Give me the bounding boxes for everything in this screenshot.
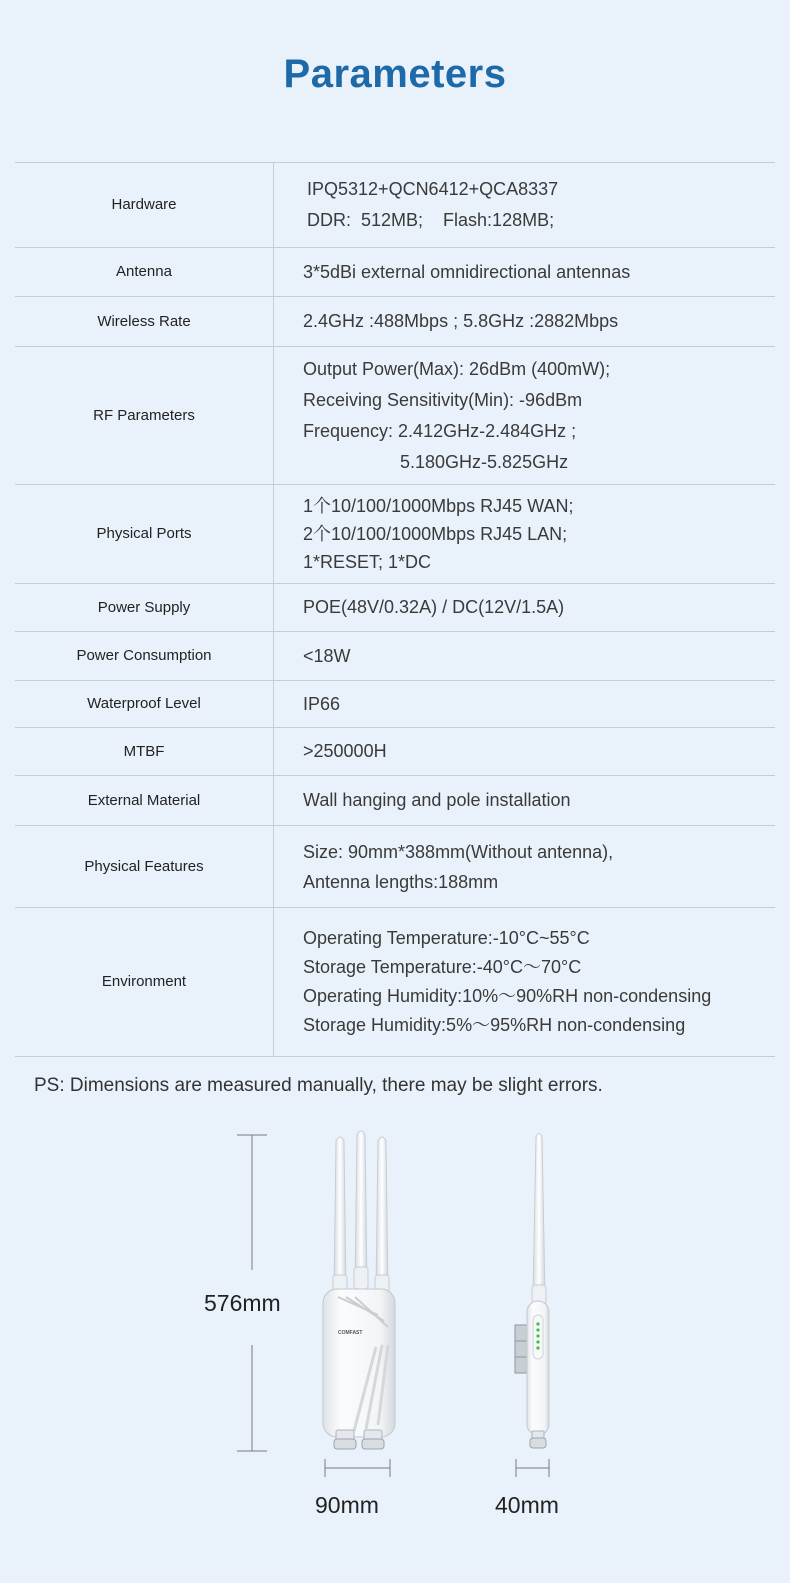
table-row (15, 681, 775, 728)
row-value (274, 485, 776, 584)
value-line: Size: 90mm*388mm(Without antenna), (303, 841, 614, 862)
height-label: 576mm (204, 1290, 281, 1316)
measurement-note: PS: Dimensions are measured manually, there may be slight errors. (34, 1075, 603, 1096)
value-line: 3*5dBi external omnidirectional antennas (303, 261, 631, 282)
value-line: >250000H (303, 741, 387, 761)
row-value (274, 297, 776, 347)
value-line: Storage Temperature:-40°C～70°C (303, 957, 582, 977)
value-line: 5.180GHz-5.825GHz (400, 451, 569, 472)
table-row (15, 485, 775, 584)
value-line: 1*RESET; 1*DC (303, 552, 432, 572)
value-line: Antenna lengths:188mm (303, 871, 499, 892)
row-label: RF Parameters (15, 347, 274, 485)
row-label: Power Consumption (15, 632, 274, 681)
table-row (15, 347, 775, 485)
front-width-label: 90mm (315, 1492, 379, 1518)
row-label: Hardware (15, 163, 274, 248)
front-antennas (333, 1131, 389, 1297)
row-value (274, 826, 776, 908)
value-line: IP66 (303, 693, 341, 714)
parameters-table (15, 162, 775, 1057)
side-width-dimension (516, 1459, 549, 1477)
value-line: DDR: 512MB; Flash:128MB; (307, 210, 555, 230)
row-value (274, 248, 776, 297)
row-value (274, 163, 776, 248)
row-value (274, 681, 776, 728)
product-illustration (0, 1125, 790, 1565)
table-row (15, 908, 775, 1057)
row-value (274, 776, 776, 826)
row-label: Waterproof Level (15, 681, 274, 728)
row-value (274, 908, 776, 1057)
value-line: Frequency: 2.412GHz-2.484GHz ; (303, 420, 577, 441)
value-line: Receiving Sensitivity(Min): -96dBm (303, 389, 583, 410)
row-value (274, 347, 776, 485)
table-row (15, 728, 775, 776)
row-label: MTBF (15, 728, 274, 776)
row-label: External Material (15, 776, 274, 826)
brand-logo: COMFAST (338, 1330, 363, 1336)
value-line: Wall hanging and pole installation (303, 790, 571, 810)
row-label: Physical Ports (15, 485, 274, 584)
value-line: Operating Temperature:-10°C~55°C (303, 928, 590, 948)
table-row (15, 632, 775, 681)
value-line: IPQ5312+QCN6412+QCA8337 (307, 179, 559, 199)
row-label: Environment (15, 908, 274, 1057)
value-line: 1个10/100/1000Mbps RJ45 WAN; (303, 496, 574, 516)
row-label: Physical Features (15, 826, 274, 908)
side-view (515, 1134, 549, 1449)
value-line: 2.4GHz :488Mbps ; 5.8GHz :2882Mbps (303, 311, 619, 331)
row-label: Antenna (15, 248, 274, 297)
value-line: Operating Humidity:10%～90%RH non-condensing (303, 986, 712, 1006)
row-value (274, 728, 776, 776)
table-row (15, 248, 775, 297)
value-line: 2个10/100/1000Mbps RJ45 LAN; (303, 524, 568, 544)
page-title: Parameters (283, 52, 507, 96)
value-line: <18W (303, 645, 351, 666)
row-label: Wireless Rate (15, 297, 274, 347)
table-row (15, 826, 775, 908)
table-row (15, 163, 775, 248)
row-value (274, 632, 776, 681)
table-row (15, 297, 775, 347)
front-width-dimension (325, 1459, 390, 1477)
value-line: Output Power(Max): 26dBm (400mW); (303, 358, 611, 379)
side-width-label: 40mm (495, 1492, 559, 1518)
table-row (15, 776, 775, 826)
table-row (15, 584, 775, 632)
front-body (323, 1289, 395, 1449)
value-line: POE(48V/0.32A) / DC(12V/1.5A) (303, 597, 565, 617)
row-value (274, 584, 776, 632)
row-label: Power Supply (15, 584, 274, 632)
value-line: Storage Humidity:5%～95%RH non-condensing (303, 1015, 686, 1035)
